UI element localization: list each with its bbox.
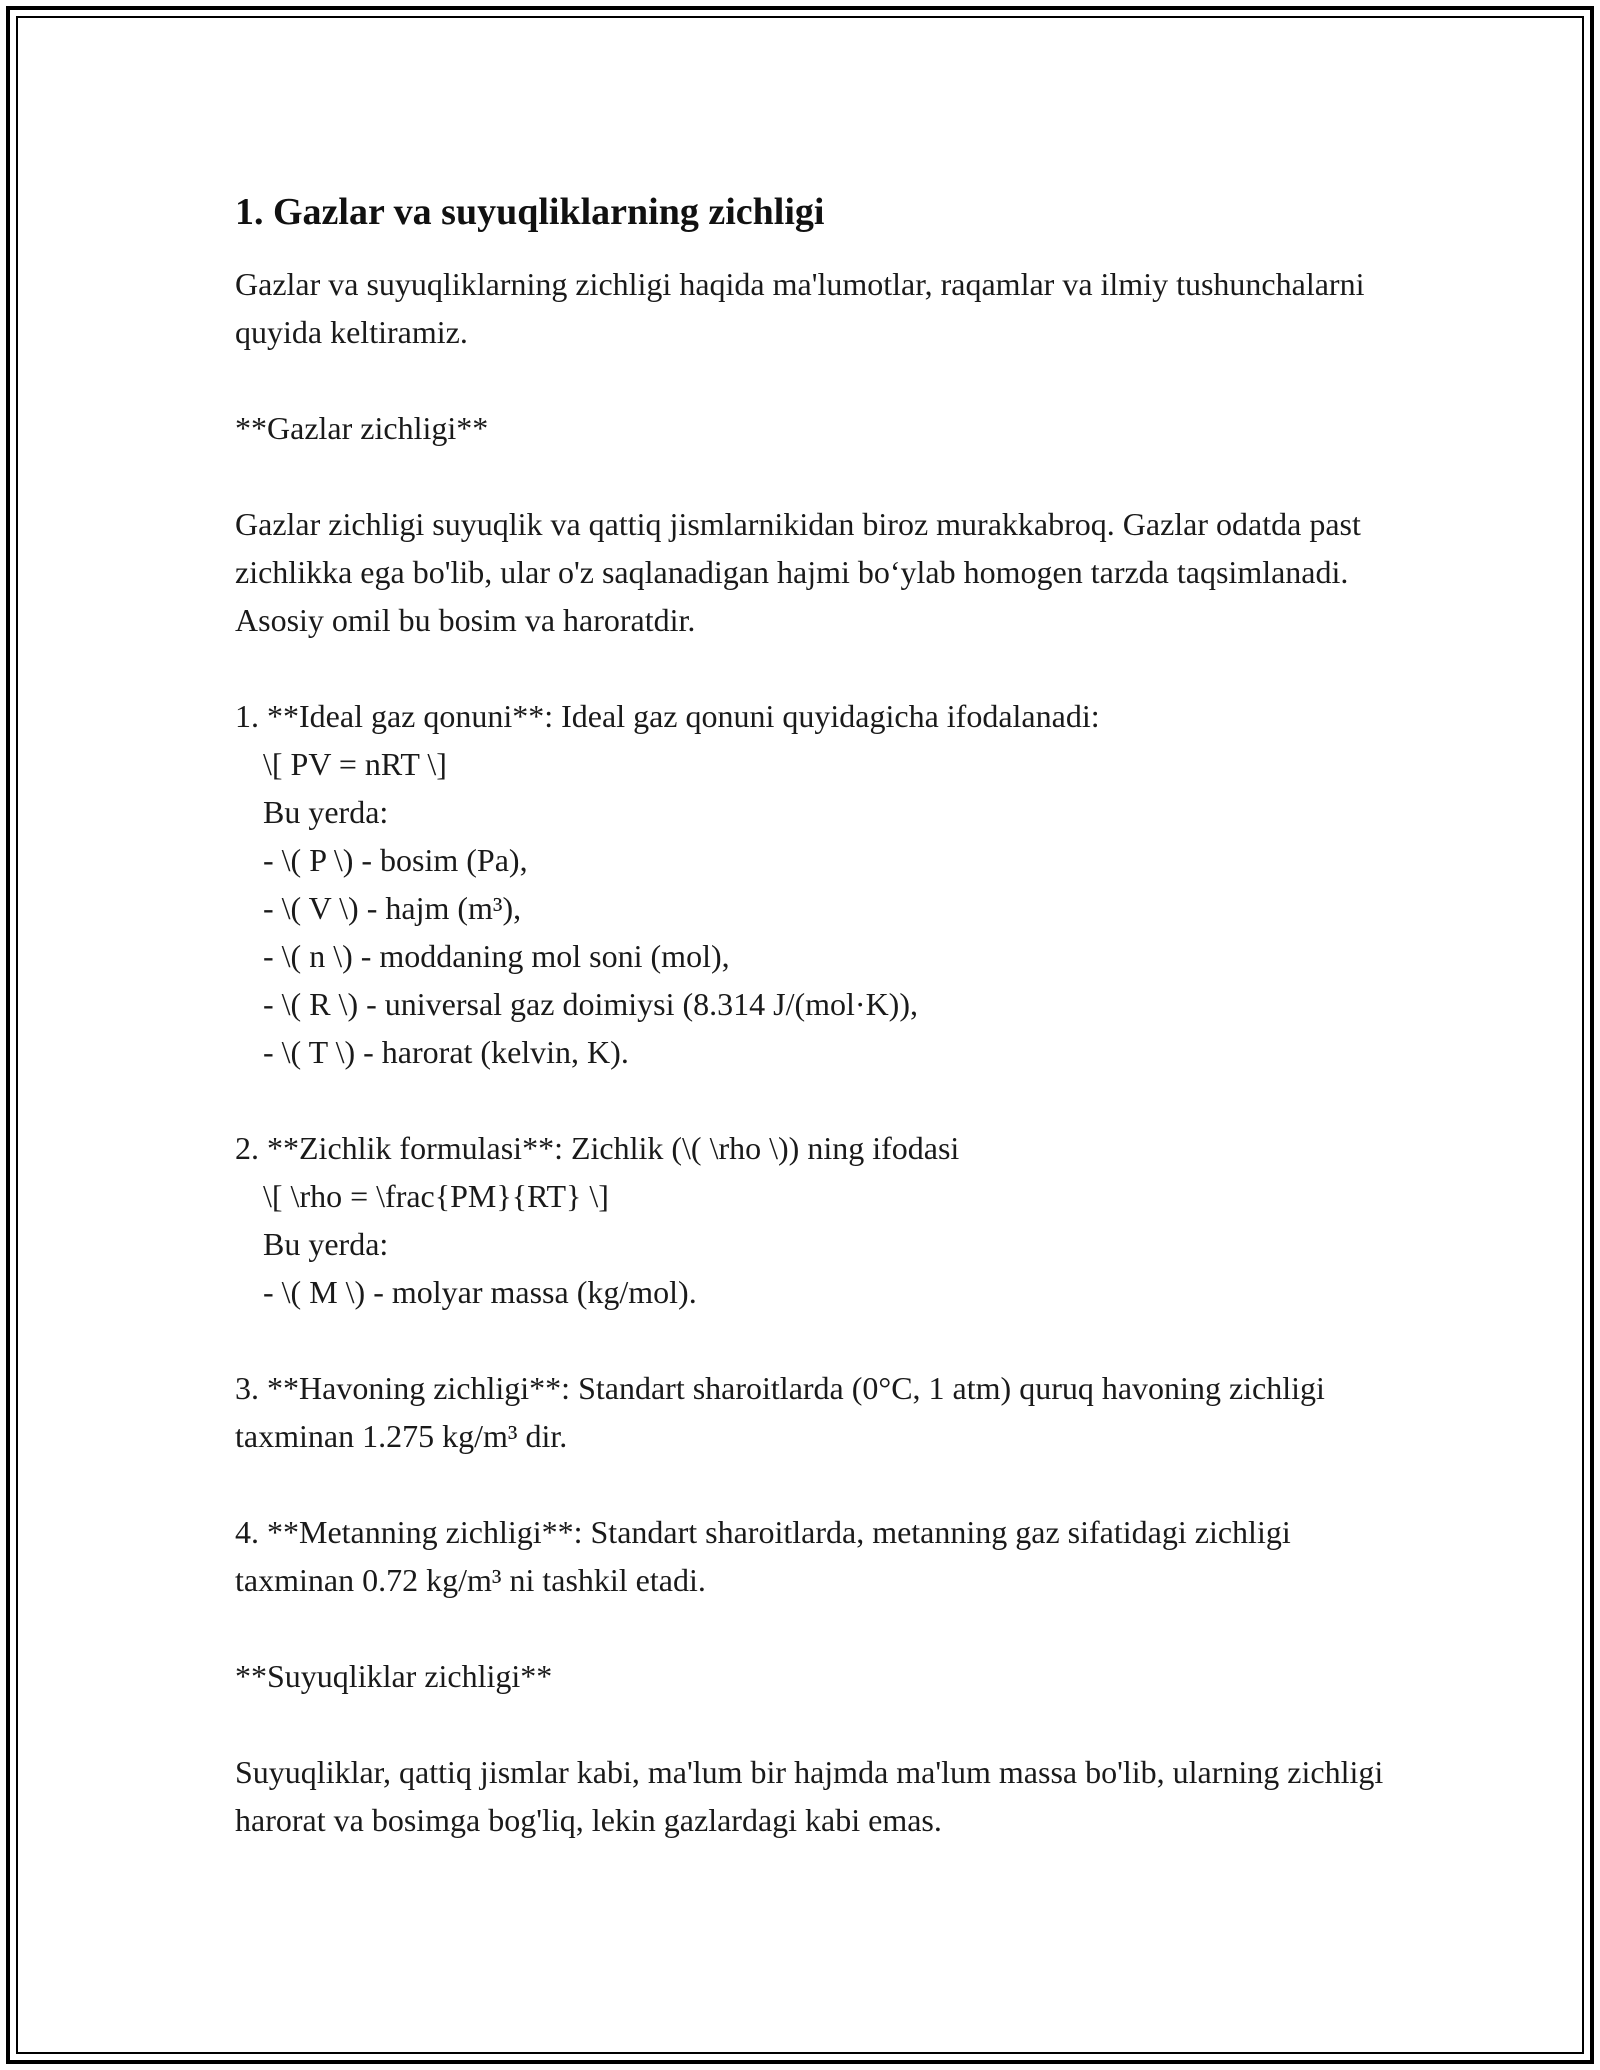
list-item-ideal-gas <box>235 692 1395 1076</box>
variable-line: - \( R \) - universal gaz doimiysi (8.314 J/(mol·K)), <box>263 986 918 1022</box>
variable-line: - \( P \) - bosim (Pa), <box>263 842 528 878</box>
variable-line: - \( n \) - moddaning mol soni (mol), <box>263 938 730 974</box>
list-item-density-formula <box>235 1124 1395 1316</box>
document-title: 1. Gazlar va suyuqliklarning zichligi <box>235 191 825 233</box>
variable-line: - \( V \) - hajm (m³), <box>263 890 522 926</box>
formula: \[ PV = nRT \] <box>263 746 447 782</box>
where-label: Bu yerda: <box>263 1226 389 1262</box>
document-body <box>235 188 1395 1844</box>
item-title: 1. **Ideal gaz qonuni**: Ideal gaz qonuni quyidagicha ifodalanadi: <box>235 698 1100 734</box>
liquid-paragraph: Suyuqliklar, qattiq jismlar kabi, ma'lum bir hajmda ma'lum massa bo'lib, ularning zichligi harorat va bosimga bog'liq, lekin gazlardagi kabi emas. <box>235 1754 1384 1838</box>
item-title: 2. **Zichlik formulasi**: Zichlik (\( \rho \)) ning ifodasi <box>235 1130 960 1166</box>
list-item-methane-density: 4. **Metanning zichligi**: Standart sharoitlarda, metanning gaz sifatidagi zichligi taxminan 0.72 kg/m³ ni tashkil etadi. <box>235 1514 1291 1598</box>
gas-paragraph: Gazlar zichligi suyuqlik va qattiq jismlarnikidan biroz murakkabroq. Gazlar odatda past zichlikka ega bo'lib, ular o'z saqlanadigan hajmi bo‘ylab homogen tarzda taqsimlanadi. Asosiy omil bu bosim va haroratdir. <box>235 506 1361 638</box>
where-label: Bu yerda: <box>263 794 389 830</box>
variable-line: - \( T \) - harorat (kelvin, K). <box>263 1034 629 1070</box>
list-item-air-density: 3. **Havoning zichligi**: Standart sharoitlarda (0°C, 1 atm) quruq havoning zichligi taxminan 1.275 kg/m³ dir. <box>235 1370 1325 1454</box>
gas-heading: **Gazlar zichligi** <box>235 410 489 446</box>
formula: \[ \rho = \frac{PM}{RT} \] <box>263 1178 609 1214</box>
liquid-heading: **Suyuqliklar zichligi** <box>235 1658 553 1694</box>
variable-line: - \( M \) - molyar massa (kg/mol). <box>263 1274 697 1310</box>
intro-paragraph: Gazlar va suyuqliklarning zichligi haqida ma'lumotlar, raqamlar va ilmiy tushunchalarni quyida keltiramiz. <box>235 266 1365 350</box>
